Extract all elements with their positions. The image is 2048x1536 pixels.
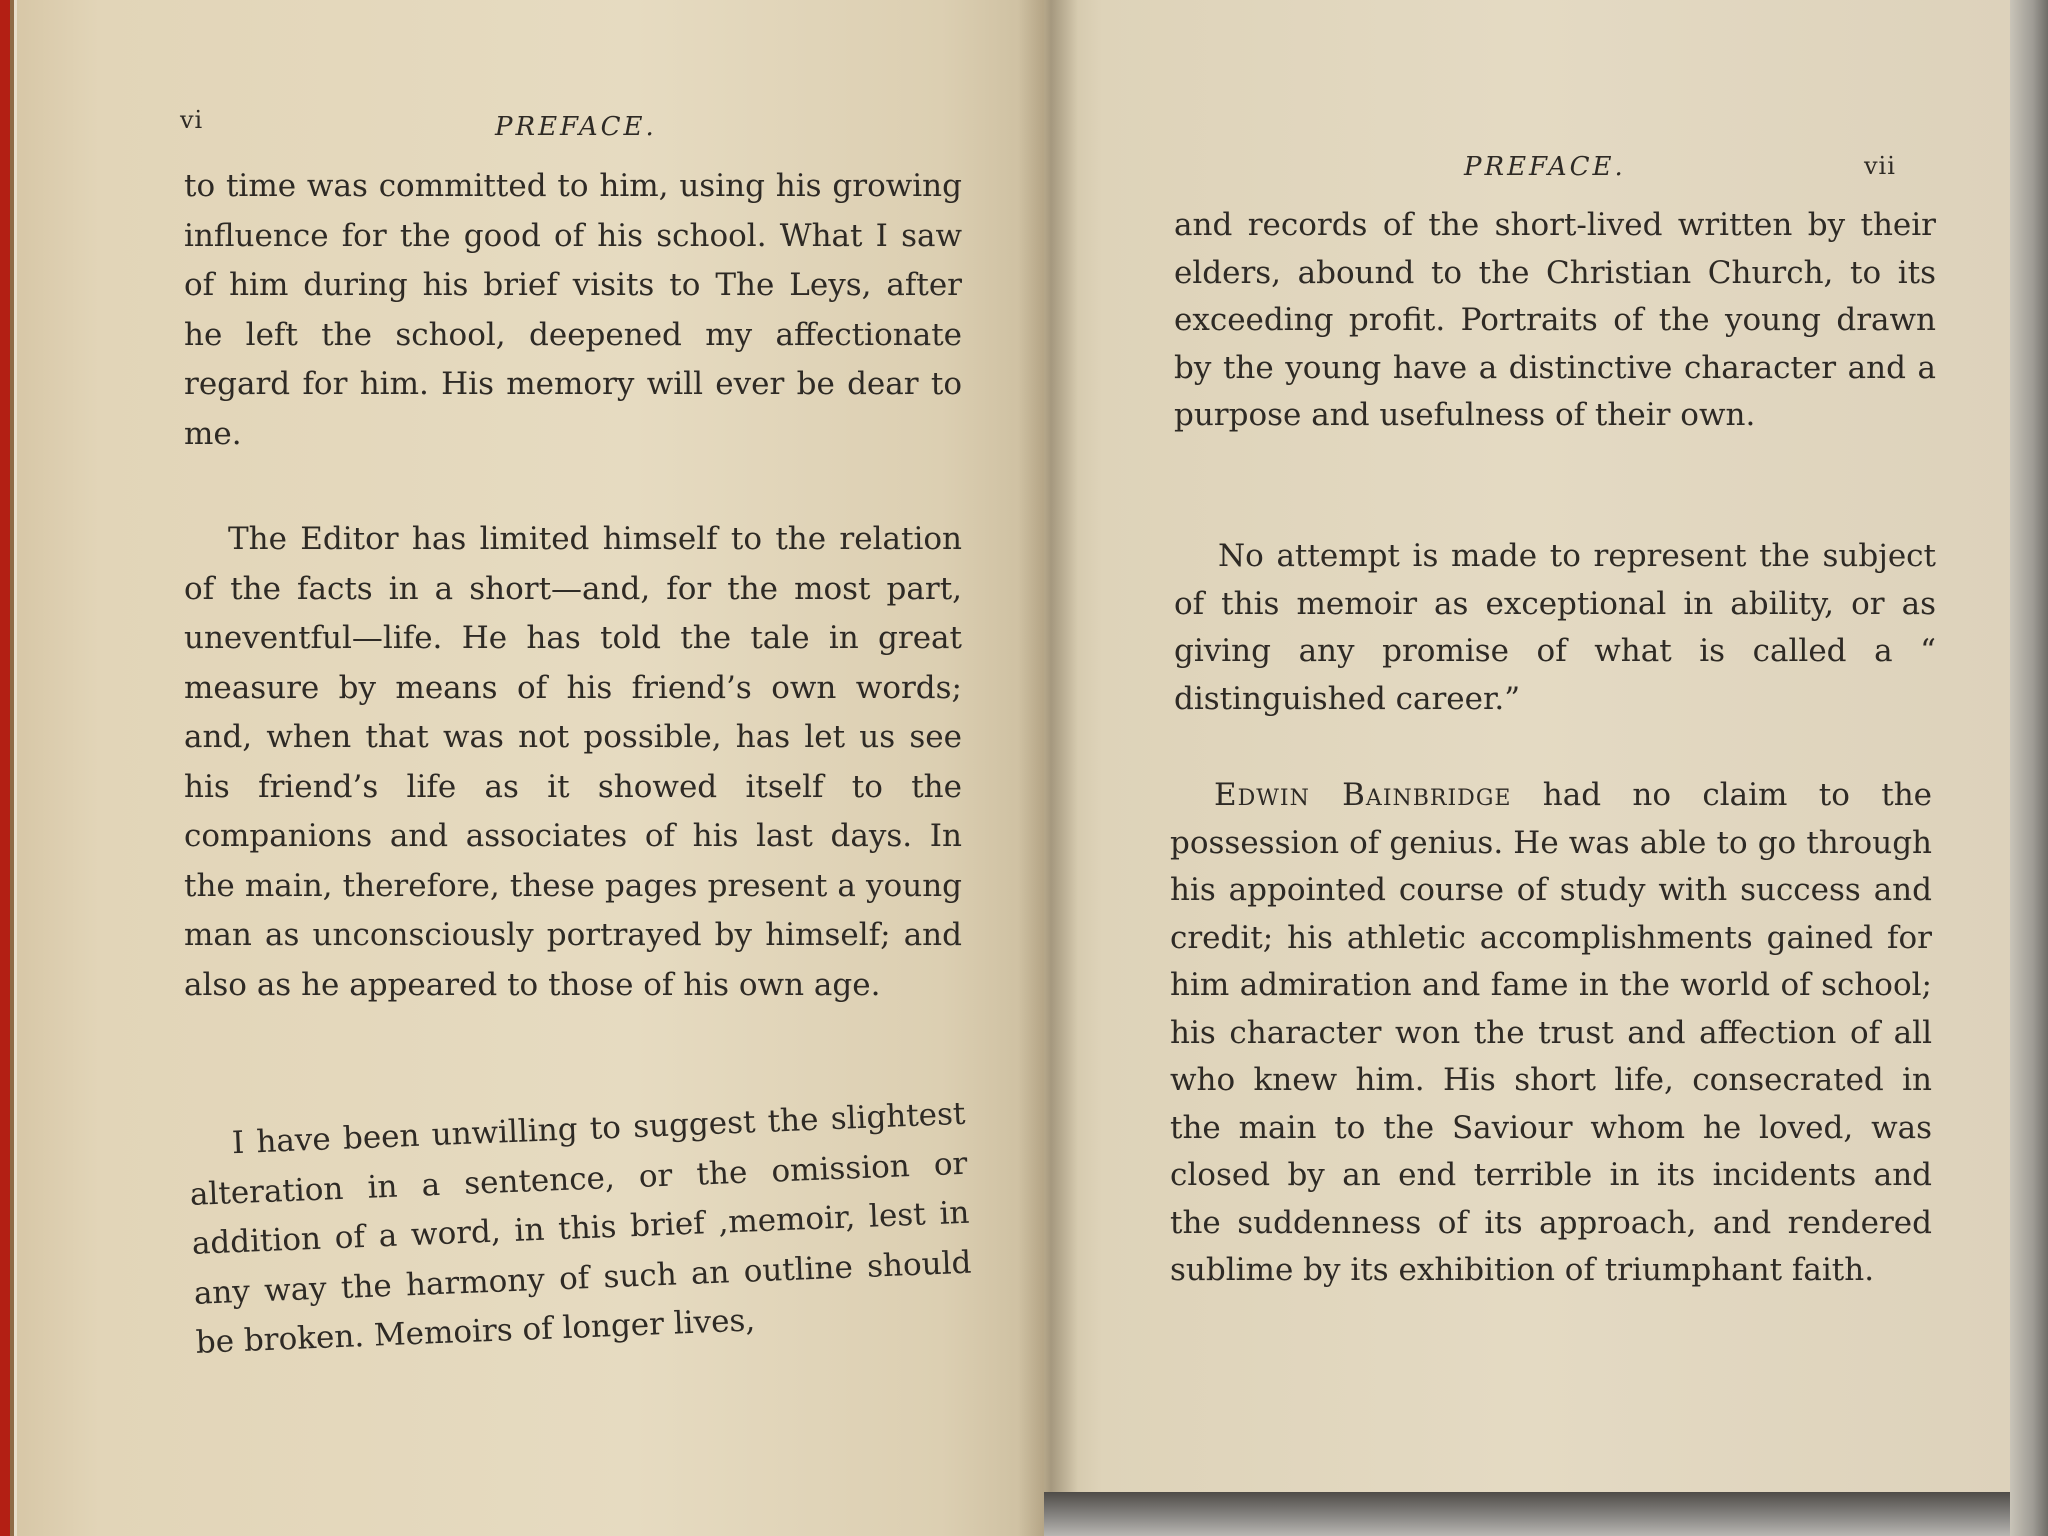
left-page (14, 0, 1044, 1536)
left-paragraph-1: to time was committed to him, using his growing influence for the good of his school. What I saw of him during his brief visits to The Leys, after he left the school, deepened my affectionate regard for him. His memory will ever be dear to me. (184, 168, 962, 452)
right-page-number: vii (1864, 152, 1896, 180)
right-paragraph-3 (1170, 772, 1932, 1295)
right-paragraph-3-text: had no claim to the possession of genius. He was able to go through his appointed course of study with success and credit; his athletic accomplishments gained for him admiration and fame in the world of school; his character won the trust and affection of all who knew him. His short life, consecrated in the main to the Saviour whom he loved, was closed by an end terrible in its incidents and the suddenness of its approach, and rendered sublime by its exhibition of triumphant faith. (1170, 777, 1932, 1288)
right-paragraph-2: No attempt is made to represent the subject of this memoir as exceptional in ability, or as giving any promise of what is called a “ distinguished career.” (1174, 538, 1936, 717)
right-paragraph-1: and records of the short-lived written by their elders, abound to the Christian Church, to its exceeding profit. Portraits of the young drawn by the young have a distinctive character and a purpose and usefulness of their own. (1174, 207, 1936, 433)
book-right-edge (2010, 0, 2048, 1536)
right-page (1044, 0, 2010, 1492)
book-cover-edge (0, 0, 14, 1536)
left-paragraph-3: I have been unwilling to suggest the slightest alteration in a sentence, or the omission or addition of a word, in this brief ,memoir, lest in any way the harmony of such an outline should be broken. Memoirs of longer lives, (189, 1095, 973, 1361)
left-page-number: vi (180, 106, 204, 134)
page-bottom-shadow (1044, 1492, 2048, 1536)
book-gutter (1018, 0, 1078, 1536)
right-running-head: PREFACE. (1464, 152, 1626, 182)
left-running-head: PREFACE. (495, 112, 657, 142)
left-paragraph-2: The Editor has limited himself to the relation of the facts in a short—and, for the most part, uneventful—life. He has told the tale in great measure by means of his friend’s own words; and, when that was not possible, has let us see his friend’s life as it showed itself to the companions and associates of his last days. In the main, therefore, these pages present a young man as unconsciously portrayed by himself; and also as he appeared to those of his own age. (184, 521, 962, 1003)
subject-name: Edwin Bainbridge (1214, 777, 1512, 813)
